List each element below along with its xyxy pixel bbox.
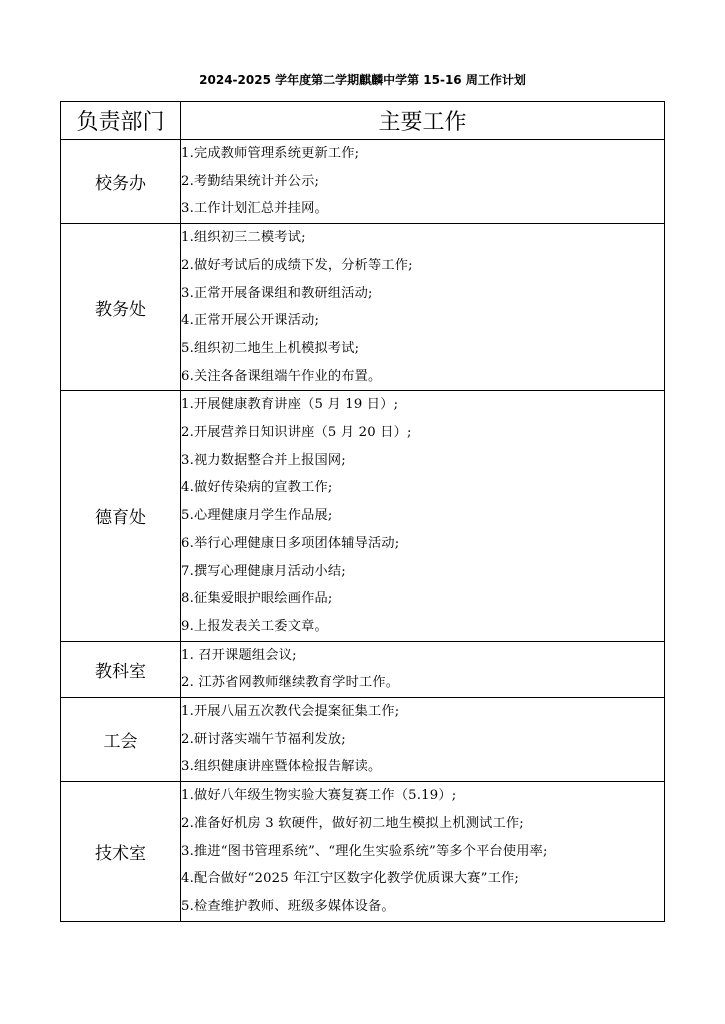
task-item: 7.撰写心理健康月活动小结;: [181, 563, 346, 579]
document-title: 2024-2025 学年度第二学期麒麟中学第 15-16 周工作计划: [199, 73, 526, 87]
table-row-moral-education: [61, 391, 665, 641]
task-item: 4.正常开展公开课活动;: [181, 313, 320, 329]
table-row-academic-affairs: [61, 224, 665, 391]
department-cell: 教务处: [61, 224, 181, 391]
task-list: [181, 698, 665, 782]
task-item: 6.举行心理健康日多项团体辅导活动;: [181, 535, 400, 551]
task-item: 3.正常开展备课组和教研组活动;: [181, 285, 373, 301]
task-item: 3.推进“图书管理系统”、“理化生实验系统”等多个平台使用率;: [181, 843, 548, 859]
task-item: 2.做好考试后的成绩下发，分析等工作;: [181, 257, 413, 273]
table-row-technology-office: [61, 782, 665, 922]
task-list: [181, 782, 665, 922]
task-item: 9.上报发表关工委文章。: [181, 618, 328, 634]
task-item: 1.组织初三二模考试;: [181, 230, 306, 246]
task-item: 4.配合做好“2025 年江宁区数字化教学优质课大赛”工作;: [181, 871, 520, 887]
department-cell: 教科室: [61, 641, 181, 697]
department-cell: 工会: [61, 698, 181, 782]
task-item: 1.做好八年级生物实验大赛复赛工作（5.19）;: [181, 788, 457, 804]
work-plan-table: [60, 101, 665, 922]
task-item: 3.工作计划汇总并挂网。: [181, 201, 328, 217]
task-item: 5.组织初二地生上机模拟考试;: [181, 340, 360, 356]
table-header-row: [61, 102, 665, 140]
task-item: 5.检查维护教师、班级多媒体设备。: [181, 898, 395, 914]
task-item: 1.完成教师管理系统更新工作;: [181, 146, 360, 161]
table-row-principal-office: [61, 140, 665, 224]
department-cell: 德育处: [61, 391, 181, 641]
task-item: 1.开展健康教育讲座（5 月 19 日）;: [181, 397, 399, 413]
header-department: 负责部门: [61, 102, 181, 140]
task-item: 4.做好传染病的宣教工作;: [181, 480, 333, 496]
task-item: 2.开展营养日知识讲座（5 月 20 日）;: [181, 425, 412, 441]
task-item: 1. 召开课题组会议;: [181, 647, 297, 663]
task-list: [181, 224, 665, 391]
task-item: 2.研讨落实端午节福利发放;: [181, 731, 346, 747]
task-list: [181, 140, 665, 224]
table-row-research-office: [61, 641, 665, 697]
task-item: 1.开展八届五次教代会提案征集工作;: [181, 704, 400, 720]
department-cell: 技术室: [61, 782, 181, 922]
task-item: 2. 江苏省网教师继续教育学时工作。: [181, 675, 400, 691]
department-cell: 校务办: [61, 140, 181, 224]
task-list: [181, 391, 665, 641]
task-item: 5.心理健康月学生作品展;: [181, 508, 333, 524]
task-item: 2.准备好机房 3 软硬件，做好初二地生模拟上机测试工作;: [181, 815, 524, 831]
task-item: 2.考勤结果统计并公示;: [181, 173, 320, 189]
task-item: 8.征集爱眼护眼绘画作品;: [181, 591, 333, 607]
task-item: 3.视力数据整合并上报国网;: [181, 452, 346, 468]
task-item: 6.关注各备课组端午作业的布置。: [181, 368, 382, 384]
table-row-labor-union: [61, 698, 665, 782]
header-main-work: 主要工作: [181, 102, 665, 140]
task-list: [181, 641, 665, 697]
task-item: 3.组织健康讲座暨体检报告解读。: [181, 759, 382, 775]
